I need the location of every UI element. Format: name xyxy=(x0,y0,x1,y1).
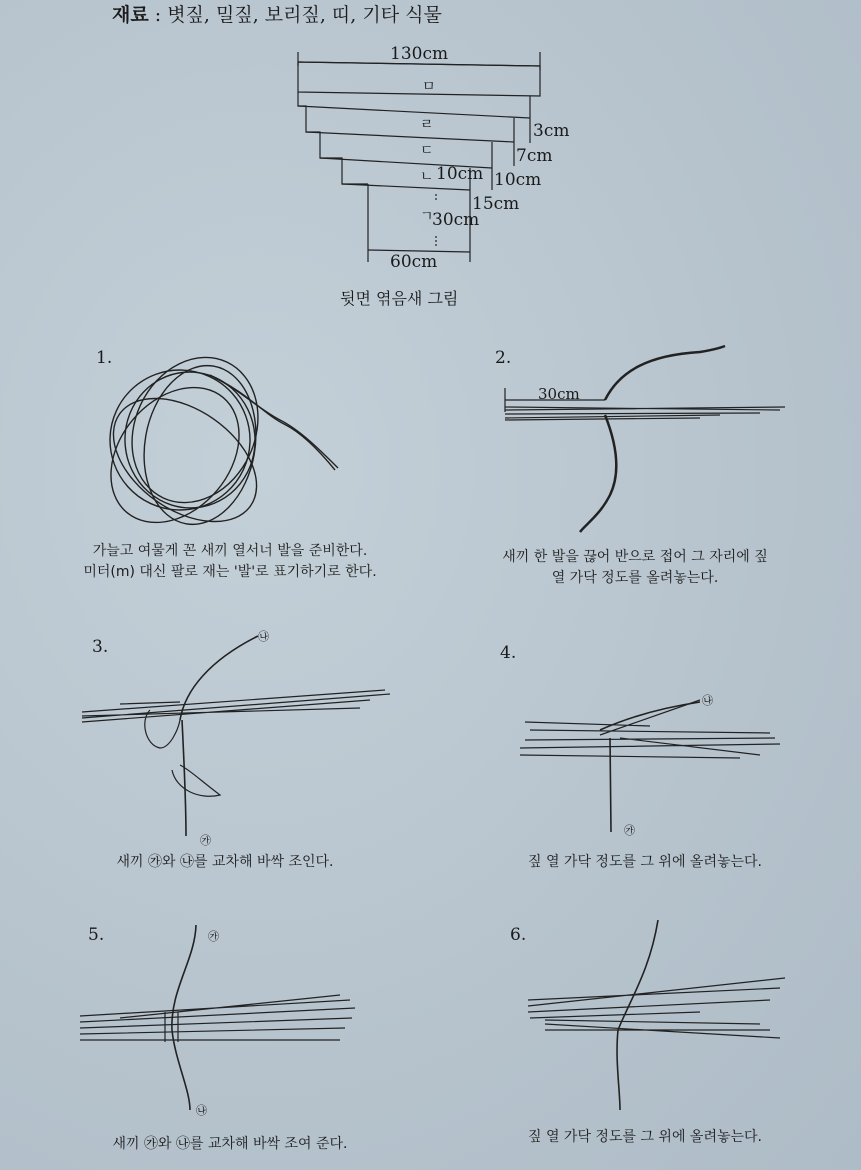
step4-caption-line1: 짚 열 가닥 정도를 그 위에 올려놓는다. xyxy=(527,854,762,870)
step2-dimension-label: 30cm xyxy=(538,385,580,403)
step6-caption xyxy=(460,1127,830,1148)
step1-caption xyxy=(45,541,415,583)
marker-ga-step3: ㉮ xyxy=(200,834,211,847)
diagram-title: 뒷면 엮음새 그림 xyxy=(340,289,459,308)
step5-illustration xyxy=(80,925,355,1110)
step-number-2: 2. xyxy=(495,348,512,368)
step-number-6: 6. xyxy=(510,925,527,945)
marker-ga-step4: ㉮ xyxy=(624,824,635,837)
step-number-3: 3. xyxy=(92,637,109,657)
step6-caption-line1: 짚 열 가닥 정도를 그 위에 올려놓는다. xyxy=(527,1129,762,1145)
step-label-3cm: 3cm xyxy=(533,121,570,141)
step2-caption xyxy=(450,547,820,589)
marker-na-step5: ㉯ xyxy=(196,1104,207,1117)
step3-illustration xyxy=(82,636,390,836)
step1-caption-line2: 미터(m) 대신 팔로 재는 '발'로 표기하기로 한다. xyxy=(83,564,377,580)
materials-text: : 볏짚, 밀짚, 보리짚, 띠, 기타 식물 xyxy=(148,4,442,26)
layer-label-d: ㄷ xyxy=(420,143,434,159)
rope-coil-illustration xyxy=(85,337,338,548)
step2-caption-line2: 열 가닥 정도를 올려놓는다. xyxy=(551,570,719,586)
step2-caption-line1: 새끼 한 발을 끊어 반으로 접어 그 자리에 짚 xyxy=(502,549,768,565)
step4-illustration xyxy=(520,700,780,832)
inner-label-30cm: 30cm xyxy=(432,210,480,230)
step-label-10cm: 10cm xyxy=(494,170,542,190)
step1-caption-line1: 가늘고 여물게 꼰 새끼 열서너 발을 준비한다. xyxy=(92,543,368,559)
step5-caption-line1: 새끼 ㉮와 ㉯를 교차해 바싹 조여 준다. xyxy=(112,1136,348,1152)
marker-na-step3: ㉯ xyxy=(258,630,269,643)
inner-label-10cm: 10cm xyxy=(436,164,484,184)
step5-caption xyxy=(55,1134,405,1155)
marker-na-step4: ㉯ xyxy=(702,694,713,707)
layer-label-m: ㅁ xyxy=(422,79,436,95)
layer-diagram xyxy=(298,52,540,262)
layer-label-n: ㄴ xyxy=(420,169,434,185)
step6-illustration xyxy=(528,920,785,1110)
step3-caption xyxy=(60,852,390,873)
materials-label: 재료 xyxy=(112,4,149,26)
step4-caption xyxy=(460,852,830,873)
layer-label-g: ㄱ xyxy=(420,209,434,225)
step2-illustration xyxy=(505,346,785,532)
step-number-5: 5. xyxy=(88,925,105,945)
width-label: 130cm xyxy=(390,44,449,64)
marker-ga-step5: ㉮ xyxy=(208,930,219,943)
step-number-4: 4. xyxy=(500,643,517,663)
layer-label-r: ㄹ xyxy=(420,117,434,133)
base-label: 60cm xyxy=(390,252,438,272)
step-label-7cm: 7cm xyxy=(516,146,553,166)
step-number-1: 1. xyxy=(96,348,113,368)
step-label-15cm: 15cm xyxy=(472,194,520,214)
step3-caption-line1: 새끼 ㉮와 ㉯를 교차해 바싹 조인다. xyxy=(116,854,334,870)
